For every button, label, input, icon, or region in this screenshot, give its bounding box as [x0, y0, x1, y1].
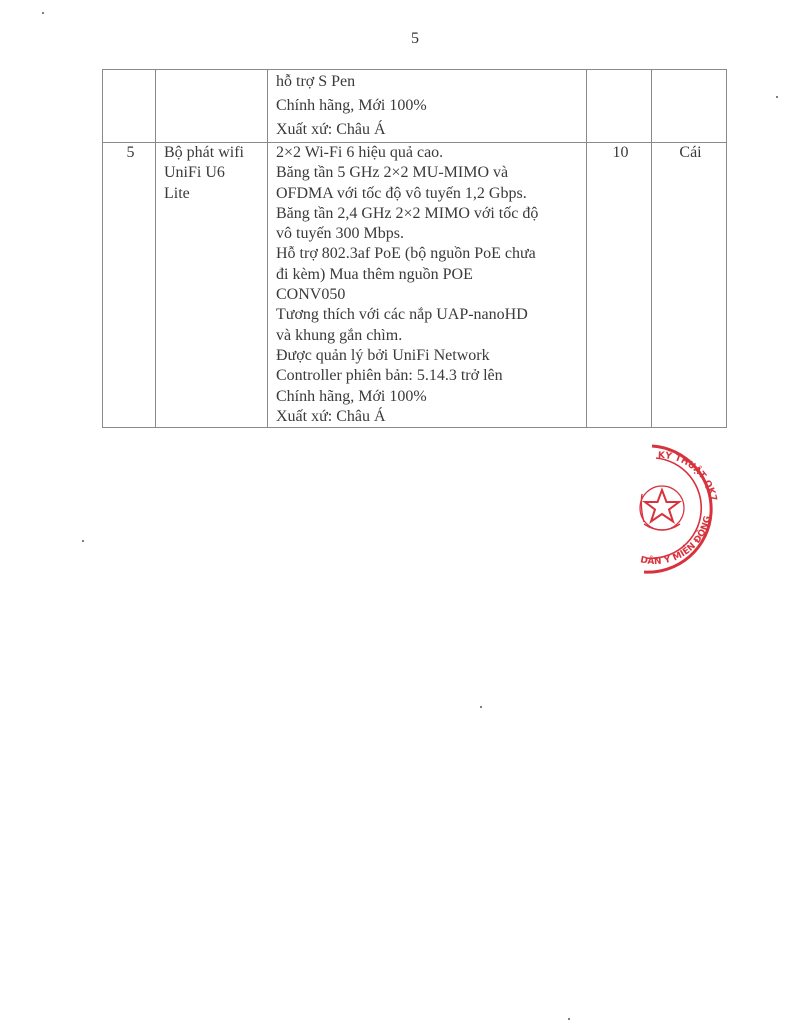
seal-text-top: KỸ THUẬT QK7 [657, 450, 719, 503]
description-line: Chính hãng, Mới 100% [276, 387, 427, 405]
table-row [103, 143, 727, 428]
description-line: Băng tần 5 GHz 2×2 MU-MIMO và [276, 164, 509, 182]
page-number: 5 [411, 30, 419, 47]
spec-table [102, 69, 727, 428]
description-cell [268, 143, 587, 428]
scan-speck [568, 1018, 570, 1020]
name-cell [156, 70, 268, 143]
description-line: Xuất xứ: Châu Á [276, 121, 386, 138]
description-line: Controller phiên bản: 5.14.3 trở lên [276, 367, 503, 385]
description-line: vô tuyến 300 Mbps. [276, 225, 404, 243]
seal-text-bottom: DÂN Y MIỀN ĐÔNG [639, 515, 714, 568]
description-line: Băng tần 2,4 GHz 2×2 MIMO với tốc độ [276, 204, 539, 222]
scan-speck [776, 96, 778, 98]
quantity-cell: 10 [587, 143, 652, 428]
description-line: Tương thích với các nắp UAP-nanoHD [276, 306, 528, 324]
description-line: hỗ trợ S Pen [276, 73, 356, 90]
name-line: Lite [164, 184, 190, 202]
quantity-cell [587, 70, 652, 143]
description-line: và khung gắn chìm. [276, 326, 403, 344]
unit-cell: Cái [652, 143, 727, 428]
name-line: UniFi U6 [164, 164, 225, 182]
scan-speck [42, 12, 44, 14]
official-seal [600, 438, 730, 574]
description-line: Xuất xứ: Châu Á [276, 407, 386, 425]
scan-speck [82, 540, 84, 542]
scan-speck [480, 706, 482, 708]
table-row [103, 70, 727, 143]
unit-cell [652, 70, 727, 143]
name-line: Bộ phát wifi [164, 144, 244, 161]
name-cell [156, 143, 268, 428]
description-line: CONV050 [276, 286, 346, 304]
seal-star-emblem [640, 486, 684, 530]
description-cell [268, 70, 587, 143]
description-line: Hỗ trợ 802.3af PoE (bộ nguồn PoE chưa [276, 245, 536, 263]
stt-cell: 5 [103, 143, 156, 428]
stt-cell [103, 70, 156, 143]
description-line: đi kèm) Mua thêm nguồn POE [276, 265, 473, 283]
description-line: 2×2 Wi-Fi 6 hiệu quả cao. [276, 144, 444, 161]
description-line: OFDMA với tốc độ vô tuyến 1,2 Gbps. [276, 184, 527, 202]
description-line: Chính hãng, Mới 100% [276, 97, 427, 114]
description-line: Được quản lý bởi UniFi Network [276, 346, 490, 364]
